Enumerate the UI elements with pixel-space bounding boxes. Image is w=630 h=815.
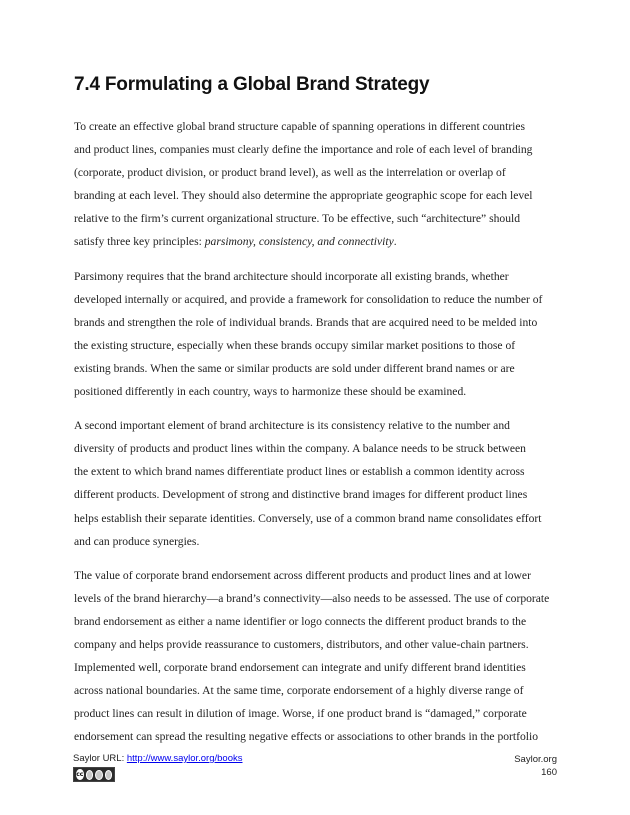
text-line: (corporate, product division, or product brand level), as well as the interrelation or overlap of xyxy=(74,166,506,180)
text-fragment: satisfy three key principles: xyxy=(74,235,205,249)
text-line: and can produce synergies. xyxy=(74,534,200,548)
text-line: Parsimony requires that the brand architecture should incorporate all existing brands, whether xyxy=(74,269,509,283)
site-name: Saylor.org xyxy=(514,754,557,765)
paragraph-1 xyxy=(74,115,557,254)
source-label: Saylor URL: xyxy=(73,753,127,764)
text-line: the existing structure, especially when these brands occupy similar market positions to those of xyxy=(74,338,516,352)
text-line: diversity of products and product lines within the company. A balance needs to be struck between xyxy=(74,442,526,456)
text-line: brand endorsement as either a name identifier or logo connects the different product brands to the xyxy=(74,614,527,628)
sharealike-icon xyxy=(105,770,112,780)
text-line: the extent to which brand names differentiate product lines or establish a common identity across xyxy=(74,465,525,479)
footer-source xyxy=(73,753,243,764)
text-line: and product lines, companies must clearly define the importance and role of each level of branding xyxy=(74,143,533,157)
text-line: helps establish their separate identities. Conversely, use of a common brand name consolidates effort xyxy=(74,511,542,525)
text-line: To create an effective global brand structure capable of spanning operations in different countries xyxy=(74,120,526,133)
cc-icon: cc xyxy=(76,771,84,778)
source-link[interactable]: http://www.saylor.org/books xyxy=(126,753,243,764)
text-line: company and helps provide reassurance to customers, distributors, and other value-chain partners. xyxy=(74,637,529,651)
page-number: 160 xyxy=(541,767,557,778)
paragraph-2 xyxy=(74,265,557,404)
paragraph-4 xyxy=(74,564,557,749)
text-fragment: . xyxy=(393,235,397,249)
paragraph-3 xyxy=(74,414,557,553)
attribution-icon xyxy=(86,770,93,780)
text-line: relative to the firm’s current organizational structure. To be effective, such “architecture” should xyxy=(74,212,521,226)
text-line: positioned differently in each country, ways to harmonize these should be examined. xyxy=(74,385,467,399)
text-line: existing brands. When the same or similar products are sold under different brand names or are xyxy=(74,361,515,375)
section-heading: 7.4 Formulating a Global Brand Strategy xyxy=(74,74,430,95)
text-line xyxy=(74,230,557,253)
text-line: across national boundaries. At the same time, corporate endorsement of a highly diverse range of xyxy=(74,684,524,698)
text-line: Implemented well, corporate brand endorsement can integrate and unify different brand identities xyxy=(74,661,526,675)
text-line: product lines can result in dilution of image. Worse, if one product brand is “damaged,” corporate xyxy=(74,707,527,721)
creative-commons-badge-icon xyxy=(73,767,115,782)
text-line: endorsement can spread the resulting negative effects or associations to other brands in the portfolio xyxy=(74,730,539,744)
text-line: branding at each level. They should also determine the appropriate geographic scope for each level xyxy=(74,189,533,203)
body-text xyxy=(74,115,557,759)
text-line: different products. Development of strong and distinctive brand images for different product lines xyxy=(74,488,528,502)
text-line: brands and strengthen the role of individual brands. Brands that are acquired need to be melded into xyxy=(74,315,538,329)
text-line: levels of the brand hierarchy—a brand’s connectivity—also needs to be assessed. The use of corporate xyxy=(74,591,550,605)
key-principles-italic: parsimony, consistency, and connectivity xyxy=(204,235,394,249)
noncommercial-icon xyxy=(95,770,102,780)
text-line: The value of corporate brand endorsement across different products and product lines and at lower xyxy=(74,568,531,582)
text-line: A second important element of brand architecture is its consistency relative to the number and xyxy=(74,419,510,433)
text-line: developed internally or acquired, and provide a framework for consolidation to reduce the number of xyxy=(74,292,543,306)
footer-right xyxy=(514,753,557,779)
